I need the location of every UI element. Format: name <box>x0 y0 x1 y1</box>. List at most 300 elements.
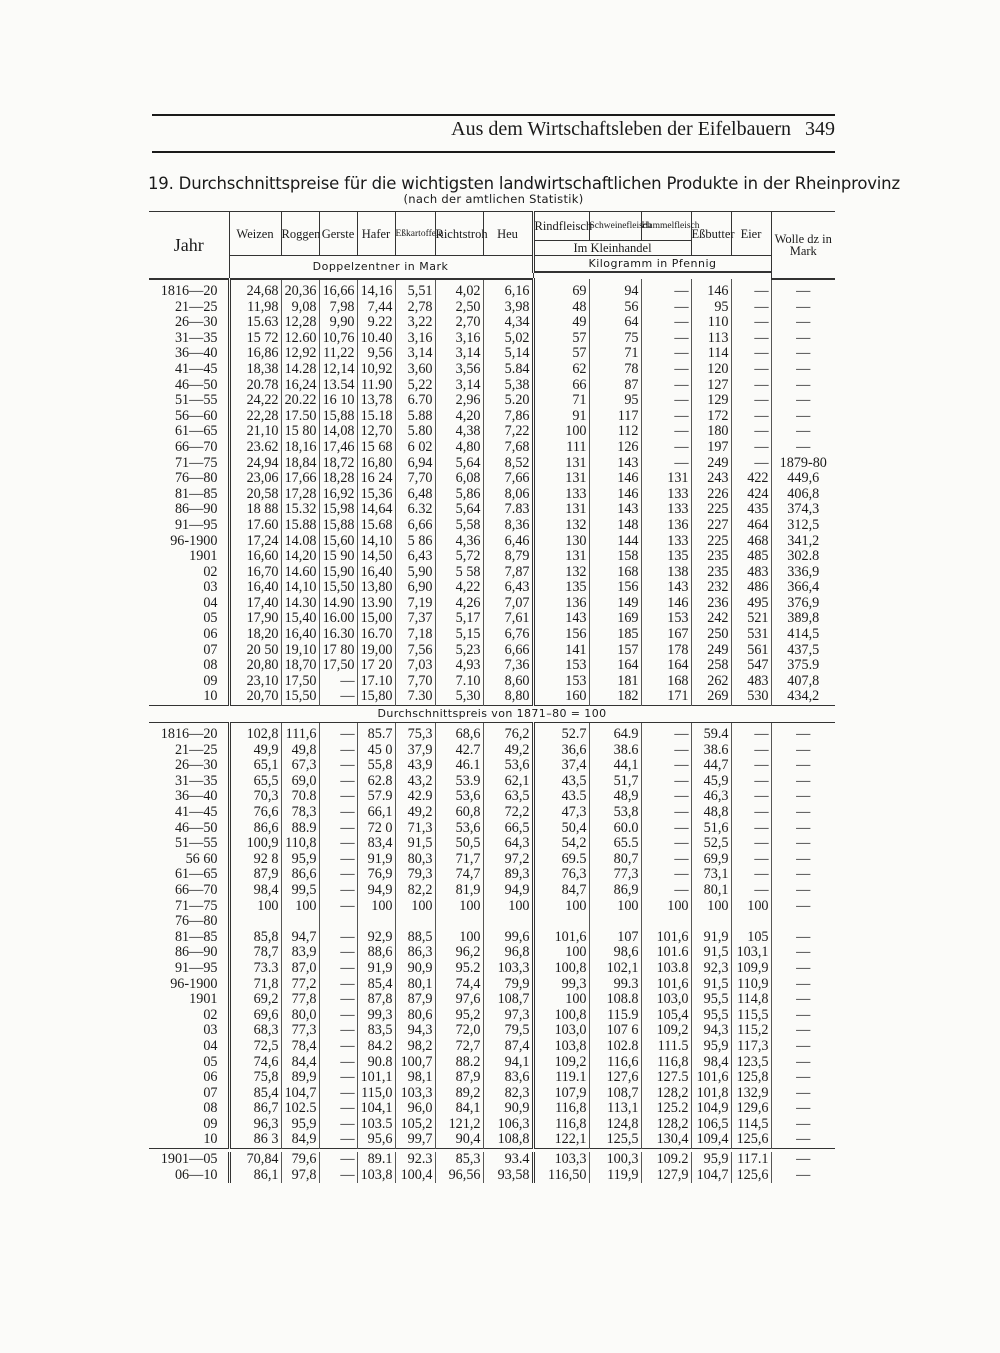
table-cell <box>357 914 395 930</box>
table-cell: — <box>319 689 357 705</box>
table-cell: 92 8 <box>229 852 281 868</box>
table-cell: 225 <box>691 534 731 550</box>
table-cell: 47,3 <box>533 805 589 821</box>
table-cell: — <box>641 440 691 456</box>
table-cell: — <box>731 346 771 362</box>
table-cell: 67,3 <box>281 758 319 774</box>
table-cell: 130,4 <box>641 1132 691 1148</box>
table-cell: 62 <box>533 362 589 378</box>
table-cell: 7,98 <box>319 300 357 316</box>
table-cell <box>435 914 483 930</box>
table-cell: — <box>319 821 357 837</box>
row-year: 21—25 <box>174 741 218 758</box>
table-cell: 5.80 <box>395 424 435 440</box>
table-cell: — <box>731 852 771 868</box>
table-cell: 389,8 <box>771 611 835 627</box>
table-cell: 64 <box>589 315 641 331</box>
table-cell: 53,6 <box>435 821 483 837</box>
table-cell: 250 <box>691 627 731 643</box>
table-cell: 100 <box>229 899 281 915</box>
table-cell: 16 24 <box>357 471 395 487</box>
table-cell: 106,5 <box>691 1117 731 1133</box>
table-cell: 485 <box>731 549 771 565</box>
table-cell: 81,9 <box>435 883 483 899</box>
table-cell: 17,24 <box>229 534 281 550</box>
table-cell <box>691 914 731 930</box>
row-year: 81—85 <box>174 485 218 502</box>
table-cell: 3,60 <box>395 362 435 378</box>
table-cell: — <box>731 821 771 837</box>
table-cell: 4,38 <box>435 424 483 440</box>
table-cell: 117,3 <box>731 1039 771 1055</box>
table-cell: 105,2 <box>395 1117 435 1133</box>
row-year: 08 <box>203 1100 218 1117</box>
unit-doppelzentner: Doppelzentner in Mark <box>229 256 533 280</box>
table-cell: — <box>771 945 835 961</box>
table-cell: 302.8 <box>771 549 835 565</box>
table-cell: 78,4 <box>281 1039 319 1055</box>
table-cell: 90,4 <box>435 1132 483 1148</box>
table-cell: — <box>319 1023 357 1039</box>
table-cell: 65,1 <box>229 758 281 774</box>
row-year: 1816—20 <box>160 283 218 299</box>
table-cell: 95,2 <box>435 1008 483 1024</box>
table-cell: 95,9 <box>281 1117 319 1133</box>
table-cell: — <box>771 723 835 743</box>
table-cell: 5,64 <box>435 456 483 472</box>
table-cell: 16.00 <box>319 611 357 627</box>
table-cell: 262 <box>691 674 731 690</box>
table-cell: 7,07 <box>483 596 533 612</box>
row-year: 05 <box>203 610 218 627</box>
table-cell: 422 <box>731 471 771 487</box>
table-cell: — <box>641 378 691 394</box>
table-cell: — <box>771 1039 835 1055</box>
table-row <box>149 867 835 883</box>
row-year: 46—50 <box>174 376 218 393</box>
col-kartoffeln: Eßkartoffeln <box>395 212 435 256</box>
table-cell: 116,6 <box>589 1055 641 1071</box>
table-cell: 6.32 <box>395 502 435 518</box>
table-cell: 86,3 <box>395 945 435 961</box>
table-cell: 86,6 <box>281 867 319 883</box>
table-row <box>149 611 835 627</box>
table-cell: 14.90 <box>319 596 357 612</box>
table-cell: 17,50 <box>281 674 319 690</box>
table-cell: 84,4 <box>281 1055 319 1071</box>
table-cell: 101,1 <box>357 1070 395 1086</box>
table-cell: 8,36 <box>483 518 533 534</box>
table-cell: 16,86 <box>229 346 281 362</box>
table-cell: — <box>319 789 357 805</box>
table-cell: 2,50 <box>435 300 483 316</box>
row-year: 61—65 <box>174 866 218 883</box>
table-cell <box>771 914 835 930</box>
table-cell: 24,68 <box>229 279 281 300</box>
table-row <box>149 1039 835 1055</box>
table-row <box>149 758 835 774</box>
table-cell: 13.90 <box>357 596 395 612</box>
index-caption: Durchschnittspreis von 1871–80 = 100 <box>149 706 835 723</box>
table-cell: 79,3 <box>395 867 435 883</box>
table-cell: — <box>319 1086 357 1102</box>
table-cell: 98,1 <box>395 1070 435 1086</box>
table-cell: 15 68 <box>357 440 395 456</box>
table-cell: — <box>641 821 691 837</box>
table-cell: 4,93 <box>435 658 483 674</box>
table-cell: 70.8 <box>281 789 319 805</box>
row-year: 76—80 <box>174 913 218 930</box>
table-cell: 3,14 <box>435 346 483 362</box>
table-cell: 88,6 <box>357 945 395 961</box>
table-cell: 136 <box>533 596 589 612</box>
table-cell: 16 10 <box>319 393 357 409</box>
table-cell: 101,6 <box>533 930 589 946</box>
row-year: 05 <box>203 1053 218 1070</box>
table-cell: 17,50 <box>319 658 357 674</box>
table-cell: 70,3 <box>229 789 281 805</box>
table-cell: 5,22 <box>395 378 435 394</box>
table-cell: 125.2 <box>641 1101 691 1117</box>
table-cell: 87,4 <box>483 1039 533 1055</box>
row-year: 46—50 <box>174 819 218 836</box>
table-cell: 87,8 <box>357 992 395 1008</box>
table-cell: 77,3 <box>589 867 641 883</box>
table-cell: 69,0 <box>281 774 319 790</box>
table-cell: 53,6 <box>435 789 483 805</box>
row-year: 06 <box>203 626 218 643</box>
table-cell: 127,6 <box>589 1070 641 1086</box>
table-cell: 561 <box>731 643 771 659</box>
table-cell: — <box>771 1023 835 1039</box>
table-cell: 232 <box>691 580 731 596</box>
table-cell: 94,9 <box>357 883 395 899</box>
table-cell: 7,70 <box>395 471 435 487</box>
table-cell: 52.7 <box>533 723 589 743</box>
table-cell: 407,8 <box>771 674 835 690</box>
table-cell: 116,8 <box>533 1101 589 1117</box>
table-cell: 23,10 <box>229 674 281 690</box>
table-cell: 49,2 <box>395 805 435 821</box>
table-cell: 108,7 <box>483 992 533 1008</box>
table-cell: 63,5 <box>483 789 533 805</box>
table-cell: 69,9 <box>691 852 731 868</box>
table-cell: 99,5 <box>281 883 319 899</box>
table-cell: 54,2 <box>533 836 589 852</box>
table-cell: 93,58 <box>483 1168 533 1184</box>
table-cell: 80,6 <box>395 1008 435 1024</box>
table-cell: 71,8 <box>229 977 281 993</box>
table-cell: — <box>771 424 835 440</box>
row-year: 21—25 <box>174 298 218 315</box>
table-cell: 95,6 <box>357 1132 395 1148</box>
col-schweinefleisch: Schweinefleisch <box>589 212 641 241</box>
table-cell: 117.1 <box>731 1152 771 1168</box>
table-cell: 14.30 <box>281 596 319 612</box>
table-cell: — <box>319 674 357 690</box>
table-cell: 94 <box>589 279 641 300</box>
table-cell: 143 <box>533 611 589 627</box>
row-year: 08 <box>203 657 218 674</box>
table-cell: 5,86 <box>435 487 483 503</box>
table-row <box>149 1101 835 1117</box>
table-cell: 100 <box>533 899 589 915</box>
table-cell: 15,60 <box>319 534 357 550</box>
table-cell: 53,6 <box>483 758 533 774</box>
table-cell: 103.5 <box>357 1117 395 1133</box>
table-cell: 95,9 <box>281 852 319 868</box>
table-cell: 46,3 <box>691 789 731 805</box>
table-cell: — <box>731 315 771 331</box>
table-cell: 414,5 <box>771 627 835 643</box>
table-cell: 8,60 <box>483 674 533 690</box>
table-cell: 96,8 <box>483 945 533 961</box>
table-cell: 18,20 <box>229 627 281 643</box>
table-cell: 109,2 <box>533 1055 589 1071</box>
table-cell: 8,06 <box>483 487 533 503</box>
table-cell: 96,56 <box>435 1168 483 1184</box>
table-cell: 171 <box>641 689 691 705</box>
table-cell: 87,9 <box>395 992 435 1008</box>
table-cell: 6 02 <box>395 440 435 456</box>
table-cell: 7,61 <box>483 611 533 627</box>
table-cell: 135 <box>533 580 589 596</box>
table-cell <box>533 914 589 930</box>
table-cell: 102,8 <box>229 723 281 743</box>
table-cell: 75,8 <box>229 1070 281 1086</box>
table-cell: 48 <box>533 300 589 316</box>
table-cell: — <box>641 774 691 790</box>
table-cell: 64.9 <box>589 723 641 743</box>
table-cell: — <box>771 836 835 852</box>
table-cell: 100 <box>483 899 533 915</box>
table-cell: 83,5 <box>357 1023 395 1039</box>
table-cell: 15 80 <box>281 424 319 440</box>
table-cell: 100,9 <box>229 836 281 852</box>
row-year: 26—30 <box>174 757 218 774</box>
table-cell: 91,9 <box>691 930 731 946</box>
table-cell: 62,1 <box>483 774 533 790</box>
table-cell: — <box>319 1055 357 1071</box>
table-cell: 94,7 <box>281 930 319 946</box>
table-cell: 15,40 <box>281 611 319 627</box>
table-cell: 78,7 <box>229 945 281 961</box>
table-cell: 18,28 <box>319 471 357 487</box>
table-cell: — <box>731 424 771 440</box>
table-cell: 5,38 <box>483 378 533 394</box>
row-year: 66—70 <box>174 881 218 898</box>
table-cell: 15.63 <box>229 315 281 331</box>
table-cell: 3,16 <box>395 331 435 347</box>
table-cell: 125,6 <box>731 1168 771 1184</box>
table-cell: 17,28 <box>281 487 319 503</box>
row-year: 02 <box>203 1006 218 1023</box>
table-cell: 7,68 <box>483 440 533 456</box>
table-cell: 15,00 <box>357 611 395 627</box>
table-cell: 89,2 <box>435 1086 483 1102</box>
table-cell: 20,80 <box>229 658 281 674</box>
table-cell: 20,36 <box>281 279 319 300</box>
table-cell: 128,2 <box>641 1086 691 1102</box>
table-cell: 9.22 <box>357 315 395 331</box>
table-cell: 43,5 <box>533 774 589 790</box>
table-cell: — <box>641 883 691 899</box>
row-year: 09 <box>203 1115 218 1132</box>
table-cell: 119,9 <box>589 1168 641 1184</box>
table-cell: 7,37 <box>395 611 435 627</box>
table-cell: 111 <box>533 440 589 456</box>
table-cell: 109,9 <box>731 961 771 977</box>
table-cell: 123,5 <box>731 1055 771 1071</box>
row-year: 51—55 <box>174 392 218 409</box>
table-cell: 76,2 <box>483 723 533 743</box>
table-cell: 5,30 <box>435 689 483 705</box>
table-cell: 74,4 <box>435 977 483 993</box>
table-cell: 45,9 <box>691 774 731 790</box>
table-cell: 5 58 <box>435 565 483 581</box>
table-cell: 15,98 <box>319 502 357 518</box>
table-cell: 143 <box>641 580 691 596</box>
row-year: 07 <box>203 1084 218 1101</box>
table-cell: 56 <box>589 300 641 316</box>
table-cell: 79,9 <box>483 977 533 993</box>
table-row <box>149 789 835 805</box>
table-cell: 131 <box>533 502 589 518</box>
table-cell: 7,86 <box>483 409 533 425</box>
table-cell: 87 <box>589 378 641 394</box>
table-row <box>149 1070 835 1086</box>
table-cell: 14,08 <box>319 424 357 440</box>
table-cell: 53,8 <box>589 805 641 821</box>
table-cell: 78,3 <box>281 805 319 821</box>
table-row <box>149 1117 835 1133</box>
table-cell: — <box>771 789 835 805</box>
table-cell: 44,7 <box>691 758 731 774</box>
row-year: 41—45 <box>174 360 218 377</box>
table-cell: 12,28 <box>281 315 319 331</box>
table-cell: 75,3 <box>395 723 435 743</box>
row-year: 36—40 <box>174 345 218 362</box>
table-row <box>149 723 835 743</box>
table-cell: 6,46 <box>483 534 533 550</box>
table-cell: 79,5 <box>483 1023 533 1039</box>
table-cell: 148 <box>589 518 641 534</box>
unit-kleinhandel: Im Kleinhandel <box>533 241 691 256</box>
table-cell: 97,2 <box>483 852 533 868</box>
row-year: 31—35 <box>174 772 218 789</box>
table-cell: — <box>641 789 691 805</box>
table-cell: 18,70 <box>281 658 319 674</box>
table-cell: 45 0 <box>357 743 395 759</box>
table-cell: 103,8 <box>533 1039 589 1055</box>
table-row <box>149 1023 835 1039</box>
table-cell: 62.8 <box>357 774 395 790</box>
table-cell: 21,10 <box>229 424 281 440</box>
table-cell: 14,20 <box>281 549 319 565</box>
row-year: 1901—05 <box>160 1151 218 1168</box>
table-cell: 69 <box>533 279 589 300</box>
table-cell <box>395 914 435 930</box>
table-cell: 341,2 <box>771 534 835 550</box>
table-cell: 11,22 <box>319 346 357 362</box>
table-cell: 77,3 <box>281 1023 319 1039</box>
table-cell: 129 <box>691 393 731 409</box>
table-cell: — <box>731 440 771 456</box>
row-year: 96-1900 <box>170 975 218 992</box>
table-cell: 125,8 <box>731 1070 771 1086</box>
table-cell: 85,4 <box>357 977 395 993</box>
row-year: 26—30 <box>174 314 218 331</box>
table-cell: 98,2 <box>395 1039 435 1055</box>
table-cell: 83,9 <box>281 945 319 961</box>
table-cell: 14.28 <box>281 362 319 378</box>
table-cell: 376,9 <box>771 596 835 612</box>
table-cell: 114 <box>691 346 731 362</box>
table-cell: 153 <box>641 611 691 627</box>
table-cell: 157 <box>589 643 641 659</box>
table-cell: 101,6 <box>641 977 691 993</box>
table-cell: 94,1 <box>483 1055 533 1071</box>
table-cell: 133 <box>641 534 691 550</box>
table-row <box>149 362 835 378</box>
table-cell: 130 <box>533 534 589 550</box>
table-cell: 5,90 <box>395 565 435 581</box>
table-cell: 18,72 <box>319 456 357 472</box>
table-cell: — <box>771 961 835 977</box>
table-cell: — <box>771 300 835 316</box>
table-cell <box>731 914 771 930</box>
row-year: 04 <box>203 1037 218 1054</box>
table-cell: 22,28 <box>229 409 281 425</box>
table-cell: 90.8 <box>357 1055 395 1071</box>
table-cell: 95 <box>691 300 731 316</box>
table-cell: 4,26 <box>435 596 483 612</box>
table-cell: 74,7 <box>435 867 483 883</box>
table-cell: 15,50 <box>281 689 319 705</box>
table-row <box>149 930 835 946</box>
table-cell: — <box>641 723 691 743</box>
table-row <box>149 300 835 316</box>
table-cell: — <box>319 774 357 790</box>
table-cell: 87,9 <box>435 1070 483 1086</box>
table-row <box>149 1152 835 1168</box>
table-row <box>149 456 835 472</box>
table-cell: 14,64 <box>357 502 395 518</box>
table-cell: 71 <box>533 393 589 409</box>
table-cell: 60.0 <box>589 821 641 837</box>
table-cell: 10.40 <box>357 331 395 347</box>
table-cell: 366,4 <box>771 580 835 596</box>
table-cell: — <box>319 1101 357 1117</box>
table-row <box>149 674 835 690</box>
table-cell: 4,80 <box>435 440 483 456</box>
table-cell: — <box>771 758 835 774</box>
running-head <box>152 118 835 141</box>
table-cell: 242 <box>691 611 731 627</box>
row-year: 91—95 <box>174 959 218 976</box>
table-cell: 115.9 <box>589 1008 641 1024</box>
table-cell: 6,08 <box>435 471 483 487</box>
table-cell: 84,1 <box>435 1101 483 1117</box>
table-cell: 85,3 <box>435 1152 483 1168</box>
table-cell: 5.88 <box>395 409 435 425</box>
row-year: 10 <box>203 688 218 705</box>
table-cell: 101,6 <box>641 930 691 946</box>
table-row <box>149 821 835 837</box>
table-cell: 103,3 <box>533 1152 589 1168</box>
table-cell: — <box>319 977 357 993</box>
table-row <box>149 1086 835 1102</box>
